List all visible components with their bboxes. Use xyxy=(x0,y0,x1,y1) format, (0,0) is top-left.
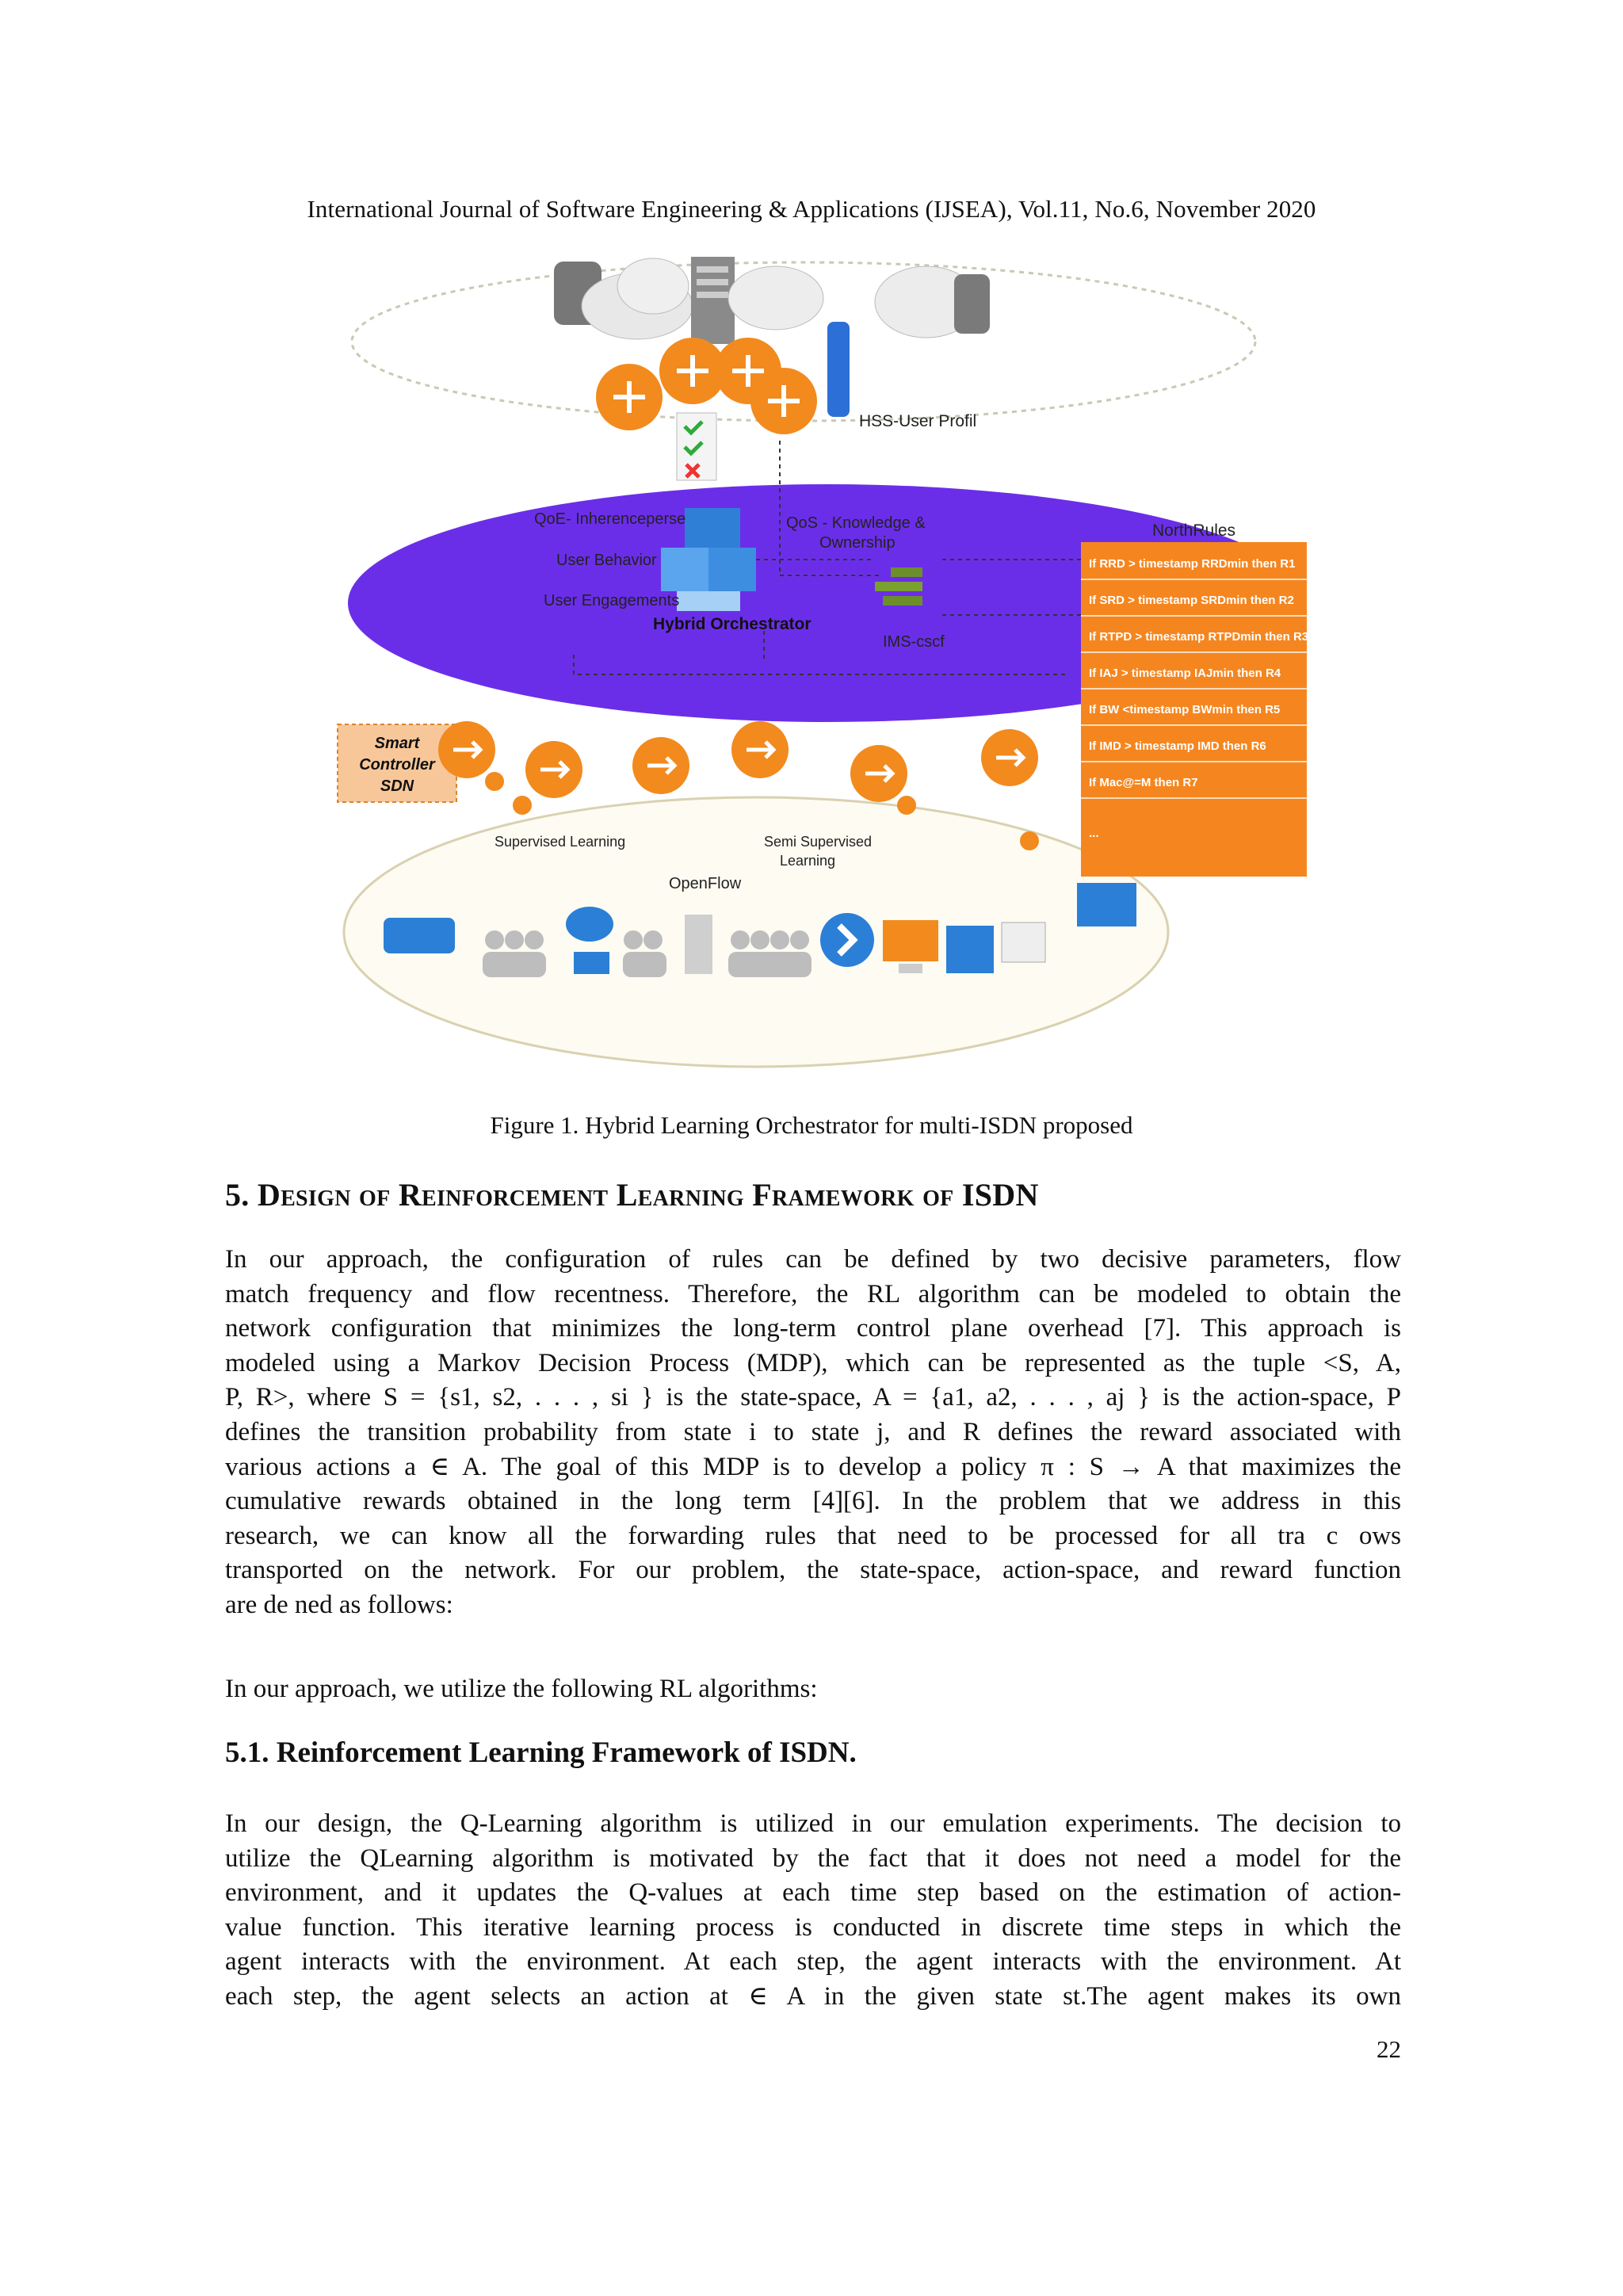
supervised-learning-label: Supervised Learning xyxy=(495,834,626,850)
monitor-icon xyxy=(883,920,938,961)
north-rule-3: If RTPD > timestamp RTPDmin then R3 xyxy=(1089,630,1309,644)
openflow-label: OpenFlow xyxy=(669,875,742,892)
north-rule-4: If IAJ > timestamp IAJmin then R4 xyxy=(1089,667,1281,680)
tv-icon xyxy=(1077,883,1136,926)
building-icon xyxy=(685,915,712,974)
sdn-switch-icon xyxy=(438,721,1038,802)
semi-supervised-label-line2: Learning xyxy=(780,853,836,869)
qos-label-line1: QoS - Knowledge & xyxy=(786,514,926,532)
north-rules-panel xyxy=(1081,521,1308,877)
text-line: utilize the QLearning algorithm is motivated by the fact that it does not need a model for the xyxy=(225,1843,1401,1873)
text-line: value function. This iterative learning process is conducted in discrete time steps in which the xyxy=(225,1912,1401,1942)
north-rule-6: If IMD > timestamp IMD then R6 xyxy=(1089,739,1266,753)
figure-caption: Figure 1. Hybrid Learning Orchestrator for multi-ISDN proposed xyxy=(490,1111,1133,1139)
checklist-icon xyxy=(677,413,716,480)
section-5-paragraph-2 xyxy=(225,1672,1401,1707)
camera-icon xyxy=(384,918,455,953)
text-line: match frequency and flow recentness. Therefore, the RL algorithm can be modeled to obtain the xyxy=(225,1279,1401,1308)
text-line: are de ned as follows: xyxy=(225,1590,453,1619)
text-line: environment, and it updates the Q-values at each time step based on the estimation of action- xyxy=(225,1878,1401,1908)
cloud-icon xyxy=(554,258,693,339)
svg-text:SDN: SDN xyxy=(380,777,414,795)
text-line: research, we can know all the forwarding rules that need to be processed for all tra c ows xyxy=(225,1521,1401,1550)
svg-text:Smart: Smart xyxy=(374,735,420,752)
north-rule-1: If RRD > timestamp RRDmin then R1 xyxy=(1089,557,1296,571)
north-rule-5: If BW <timestamp BWmin then R5 xyxy=(1089,703,1281,716)
section-5-1-heading: 5.1. Reinforcement Learning Framework of ISDN. xyxy=(225,1736,857,1769)
text-line: various actions a ∈ A. The goal of this MDP is to develop a policy π : S → A that maximizes the xyxy=(225,1452,1401,1481)
database-icon xyxy=(827,322,850,417)
ims-label: IMS-cscf xyxy=(883,633,945,651)
svg-text:NorthRules: NorthRules xyxy=(1152,521,1236,540)
section-5-1-paragraph xyxy=(225,1807,1401,2015)
chart-tile-icon xyxy=(946,926,994,973)
chevron-icon xyxy=(820,913,874,967)
qoe-label: QoE- Inherenceperse xyxy=(534,510,686,528)
hss-label: HSS-User Profil xyxy=(859,412,977,430)
user-group-icon xyxy=(483,930,546,977)
user-group-icon xyxy=(623,930,666,977)
svg-text:Controller: Controller xyxy=(359,756,435,774)
text-line: transported on the network. For our problem, the state-space, action-space, and reward function xyxy=(225,1556,1401,1585)
page-number: 22 xyxy=(1377,2035,1401,2063)
semi-supervised-label-line1: Semi Supervised xyxy=(764,834,873,850)
text-line: agent interacts with the environment. At each step, the agent interacts with the environment. At xyxy=(225,1947,1401,1977)
text-line: defines the transition probability from state i to state j, and R defines the reward associated with xyxy=(225,1417,1401,1446)
section-5-paragraph-1 xyxy=(225,1243,1401,1623)
smart-controller-box xyxy=(338,724,456,802)
hybrid-orchestrator-label: Hybrid Orchestrator xyxy=(653,615,812,633)
text-line: network configuration that minimizes the long-term control plane overhead [7]. This approach is xyxy=(225,1314,1401,1343)
text-line: In our approach, the configuration of rules can be defined by two decisive parameters, flow xyxy=(225,1245,1401,1274)
computer-icon xyxy=(1002,923,1045,962)
running-header: International Journal of Software Engineering & Applications (IJSEA), Vol.11, No.6, November 2020 xyxy=(307,195,1316,223)
text-line: each step, the agent selects an action at ∈ A in the given state st.The agent makes its own xyxy=(225,1981,1401,2011)
text-line: cumulative rewards obtained in the long term [4][6]. In the problem that we address in this xyxy=(225,1487,1401,1516)
user-behavior-label: User Behavior xyxy=(556,552,657,569)
figure-hybrid-orchestrator xyxy=(336,243,1309,1098)
text-line: In our design, the Q-Learning algorithm is utilized in our emulation experiments. The decision to xyxy=(225,1809,1401,1838)
north-rule-8: ... xyxy=(1089,827,1099,840)
north-rule-2: If SRD > timestamp SRDmin then R2 xyxy=(1089,594,1294,607)
text-line: modeled using a Markov Decision Process (MDP), which can be represented as the tuple <S, A, xyxy=(225,1348,1401,1377)
section-5-heading: 5. Design of Reinforcement Learning Framework of ISDN xyxy=(225,1177,1039,1213)
text-line: In our approach, we utilize the following RL algorithms: xyxy=(225,1675,818,1703)
cloud-icon xyxy=(728,266,990,338)
qos-label-line2: Ownership xyxy=(819,534,896,552)
user-engagements-label: User Engagements xyxy=(544,592,680,609)
north-rule-7: If Mac@=M then R7 xyxy=(1089,776,1198,789)
text-line: P, R>, where S = {s1, s2, . . . , si } is the state-space, A = {a1, a2, . . . , aj } is the action-space, P xyxy=(225,1383,1401,1412)
